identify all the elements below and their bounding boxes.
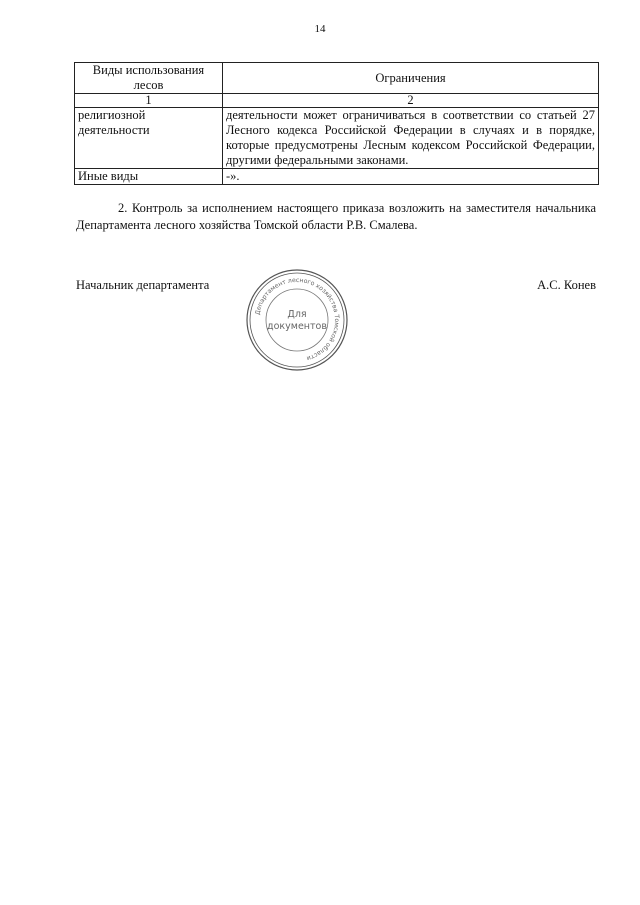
column-number: 1 — [75, 94, 223, 108]
signature-name: А.С. Конев — [537, 278, 596, 292]
stamp-center-line-1: Для — [287, 309, 307, 320]
restrictions-table — [74, 62, 599, 185]
stamp-ring-text: Департамент лесного хозяйства Томской области — [254, 276, 341, 362]
signature-position: Начальник департамента — [76, 278, 210, 292]
stamp-center-line-2: документов — [267, 321, 327, 332]
forest-use-kind: Иные виды — [75, 169, 223, 185]
restriction-text: -». — [223, 169, 599, 185]
column-number: 2 — [223, 94, 599, 108]
column-number-row — [75, 94, 599, 108]
header-restrictions: Ограничения — [223, 63, 599, 94]
table-row — [75, 108, 599, 169]
forest-use-kind: религиозной деятельности — [75, 108, 223, 169]
restriction-text: деятельности может ограничиваться в соответствии со статьей 27 Лесного кодекса Российской Федерации в случаях и в порядке, которые предусмотрены Лесным кодексом Российской Федерации, другими федеральными законами. — [223, 108, 599, 169]
header-forest-use-types: Виды использования лесов — [75, 63, 223, 94]
stamp-seal-graphic — [245, 268, 349, 372]
page-number: 14 — [314, 23, 326, 35]
table-header-row — [75, 63, 599, 94]
official-stamp — [245, 268, 349, 372]
table-row — [75, 169, 599, 185]
control-paragraph: 2. Контроль за исполнением настоящего приказа возложить на заместителя начальника Департамента лесного хозяйства Томской области Р.В. Смалева. — [76, 201, 596, 232]
